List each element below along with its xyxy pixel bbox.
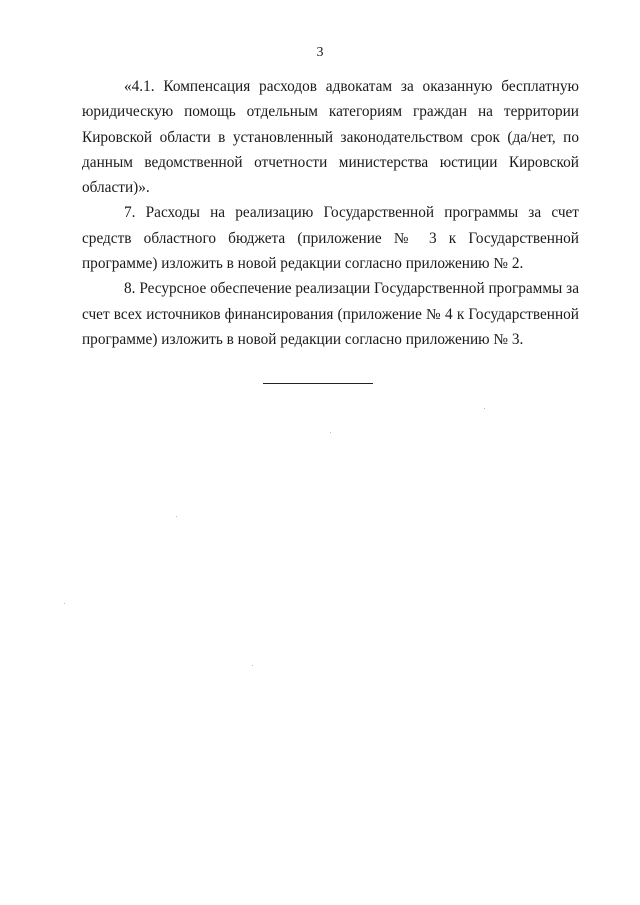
paragraph-item-8: 8. Ресурсное обеспечение реализации Государственной программы за счет всех источников финансирования (приложение № 4 к Государственной программе) изложить в новой редакции согласно приложению № 3. (82, 280, 579, 348)
paragraph-item-7: 7. Расходы на реализацию Государственной программы за счет средств областного бюджета (приложение № 3 к Государственной программе) изложить в новой редакции согласно приложению № 2. (82, 204, 579, 273)
page-number: 3 (316, 45, 324, 60)
scan-speck (484, 408, 485, 409)
scan-speck (330, 432, 331, 433)
paragraph-4-1-definition: «4.1. Компенсация расходов адвокатам за оказанную бесплатную юридическую помощь отдельным категориям граждан на территории Кировской области в установленный законодательством срок (да/нет, по данным ведомственной отчетности министерства юстиции Кировской области)». (82, 78, 579, 197)
scan-speck (252, 665, 253, 666)
scan-speck (176, 516, 177, 517)
end-separator-line (263, 383, 373, 384)
scan-speck (64, 603, 65, 604)
document-body (82, 74, 579, 352)
